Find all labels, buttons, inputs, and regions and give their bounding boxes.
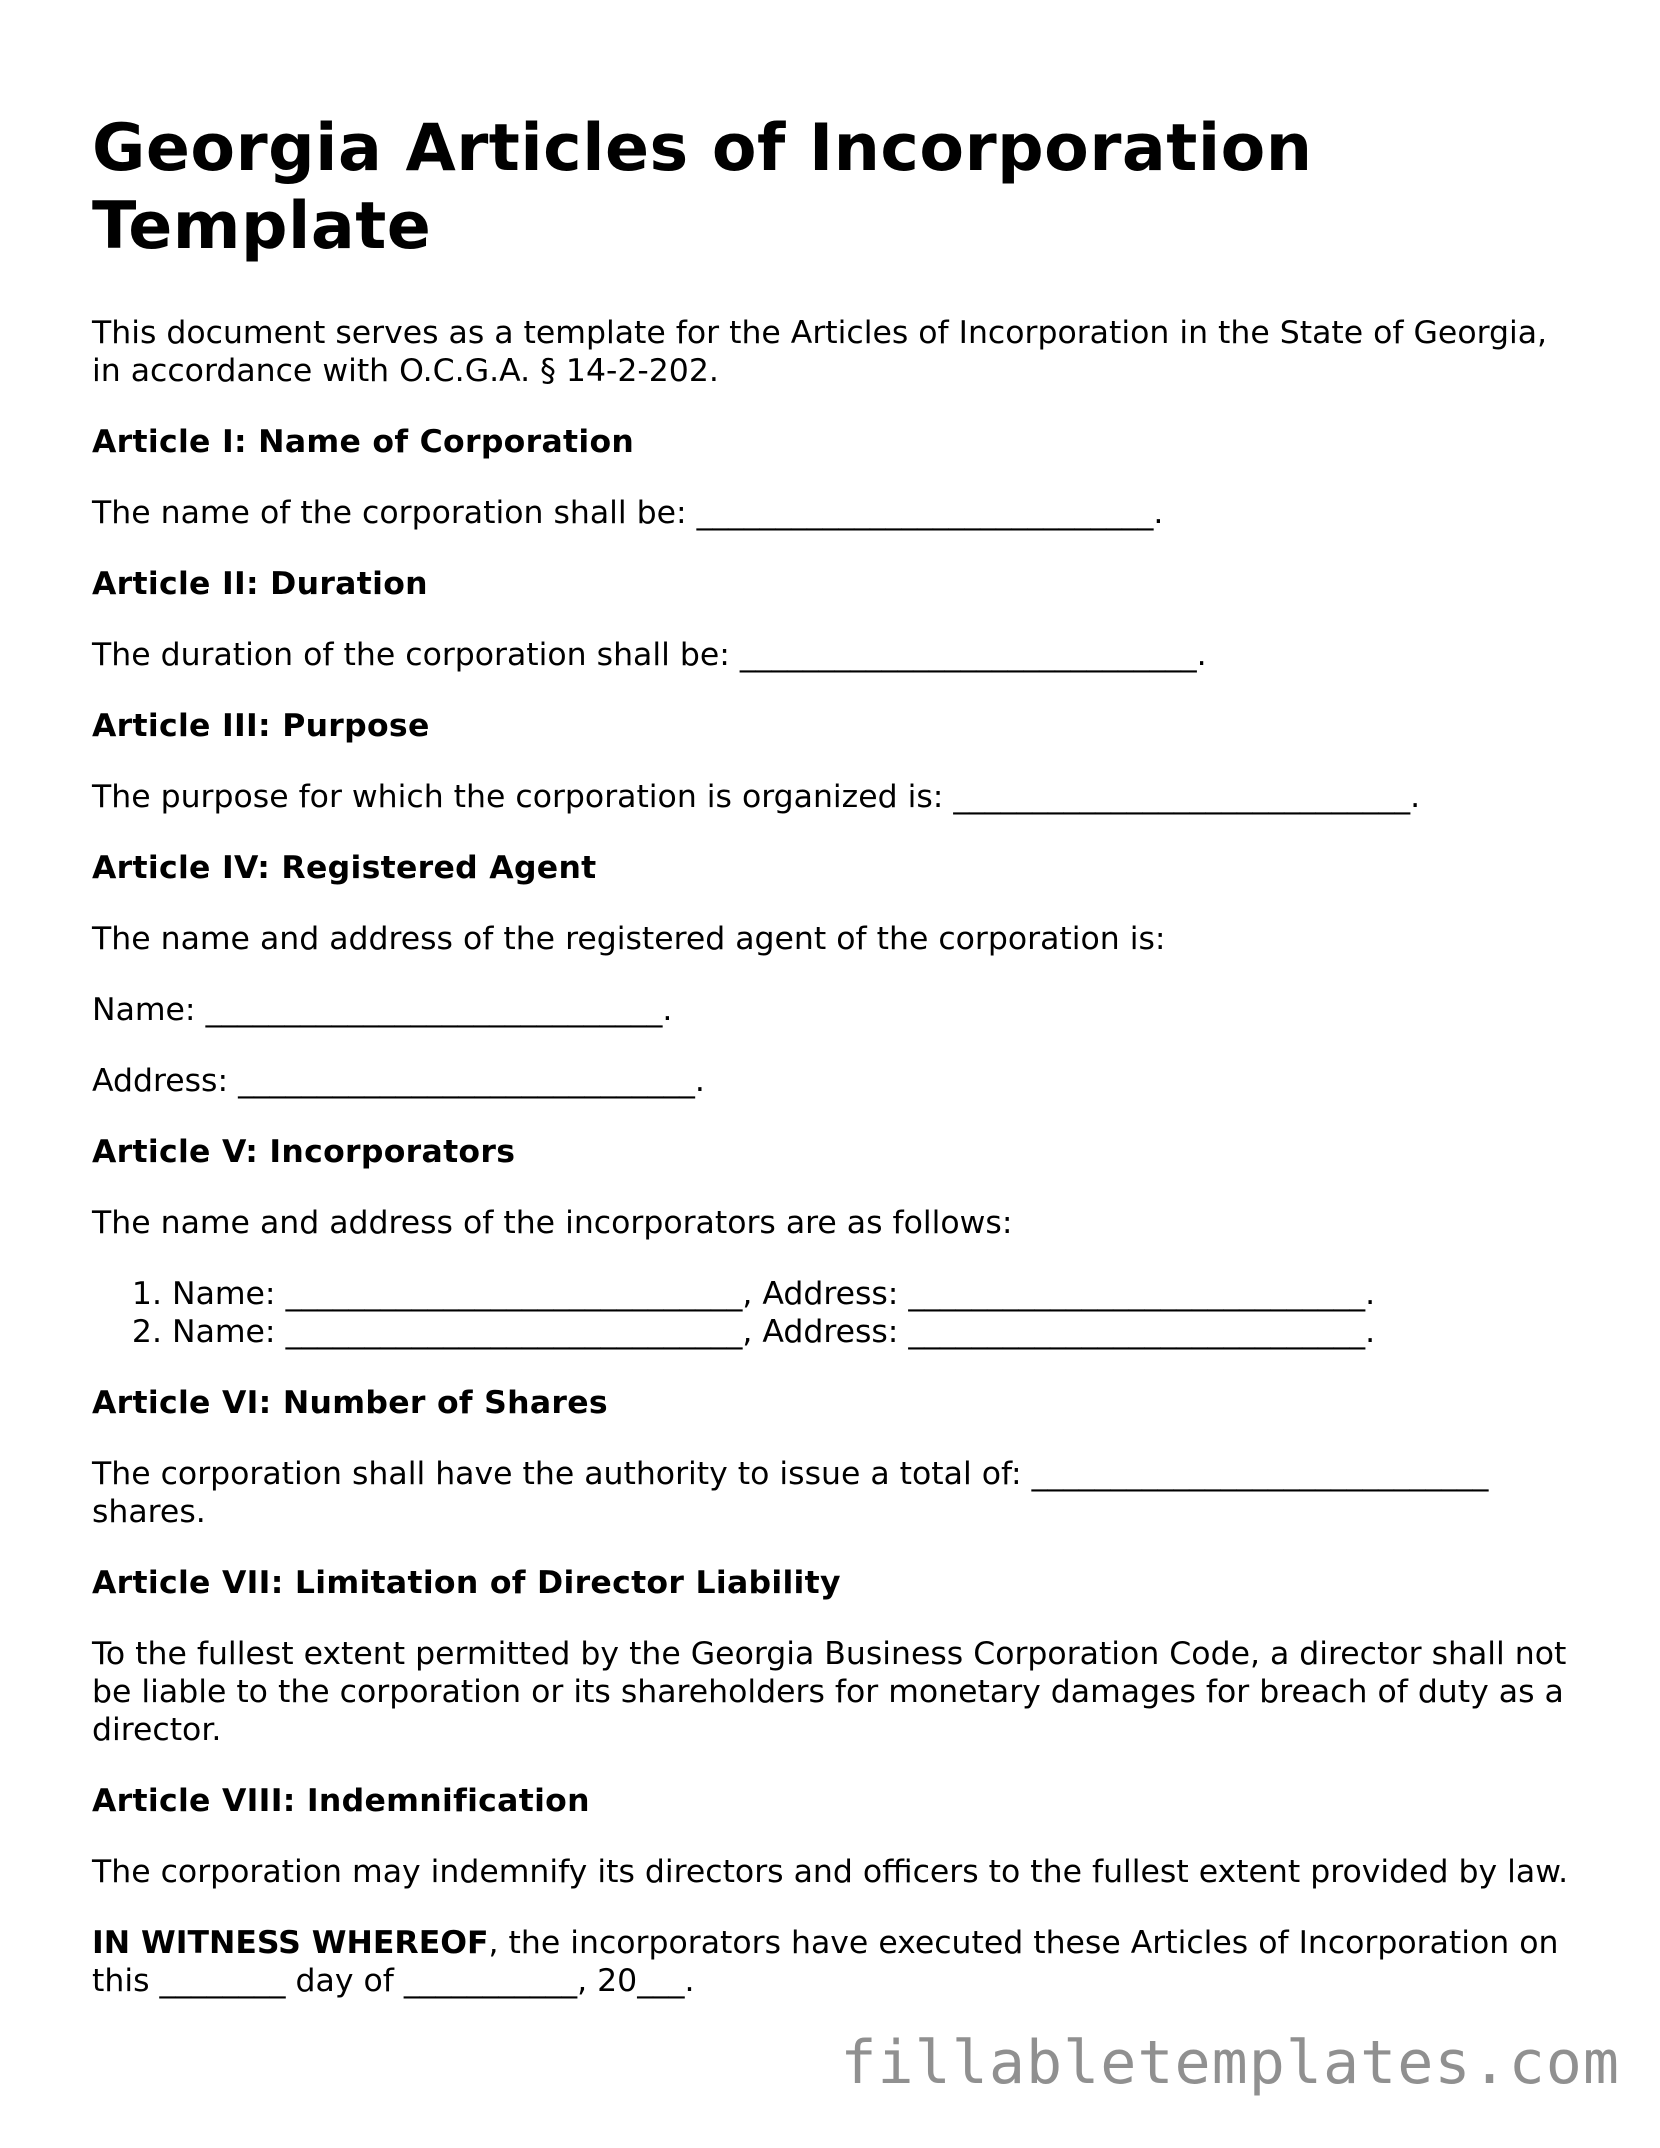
- agent-address-line: Address: _____________________________.: [92, 1063, 705, 1099]
- agent-name-line: Name: _____________________________.: [92, 992, 673, 1028]
- article-3-heading: Article III: Purpose: [92, 708, 430, 744]
- article-3-text: The purpose for which the corporation is organized is: _____________________________.: [92, 779, 1421, 815]
- document-page: [92, 110, 1572, 2033]
- incorporators-list: [92, 1275, 1572, 1351]
- duration-blank[interactable]: _____________________________: [739, 637, 1197, 673]
- article-4-heading: Article IV: Registered Agent: [92, 850, 597, 886]
- incorporator-2-name-blank[interactable]: _____________________________: [285, 1314, 743, 1350]
- agent-address-blank[interactable]: _____________________________: [238, 1063, 695, 1099]
- article-2-text: The duration of the corporation shall be: _____________________________.: [92, 637, 1207, 673]
- month-blank[interactable]: ___________: [403, 1963, 578, 1999]
- agent-name-blank[interactable]: _____________________________: [205, 992, 663, 1028]
- article-8-text: The corporation may indemnify its directors and officers to the fullest extent provided by law.: [92, 1854, 1569, 1890]
- article-1-text: The name of the corporation shall be: _____________________________.: [92, 495, 1164, 531]
- article-2-heading: Article II: Duration: [92, 566, 428, 602]
- article-1-heading: Article I: Name of Corporation: [92, 424, 635, 460]
- article-7-heading: Article VII: Limitation of Director Liability: [92, 1565, 841, 1601]
- incorporator-2-address-blank[interactable]: _____________________________: [908, 1314, 1366, 1350]
- article-8-heading: Article VIII: Indemnification: [92, 1783, 590, 1819]
- day-blank[interactable]: ________: [159, 1963, 286, 1999]
- intro-paragraph: This document serves as a template for the Articles of Incorporation in the State of Georgia, in accordance with O.C.G.A. § 14-2-202.: [92, 315, 1548, 389]
- article-4-text: The name and address of the registered agent of the corporation is:: [92, 921, 1166, 957]
- watermark-text: fillabletemplates.com: [840, 2028, 1620, 2098]
- witness-paragraph: IN WITNESS WHEREOF, the incorporators have executed these Articles of Incorporation on this ________ day of ___________, 20___.: [92, 1925, 1559, 1999]
- article-5-text: The name and address of the incorporators are as follows:: [92, 1205, 1013, 1241]
- document-title: Georgia Articles of Incorporation Template: [92, 111, 1313, 264]
- incorporator-1-name-blank[interactable]: _____________________________: [285, 1276, 743, 1312]
- list-item: 2. Name: _____________________________, Address: _____________________________.: [172, 1313, 1572, 1351]
- article-6-text: The corporation shall have the authority to issue a total of: _____________________________ shares.: [92, 1456, 1489, 1530]
- article-6-heading: Article VI: Number of Shares: [92, 1385, 608, 1421]
- article-5-heading: Article V: Incorporators: [92, 1134, 516, 1170]
- year-blank[interactable]: ___: [637, 1963, 685, 1999]
- corporation-name-blank[interactable]: _____________________________: [696, 495, 1154, 531]
- purpose-blank[interactable]: _____________________________: [953, 779, 1411, 815]
- list-item: 1. Name: _____________________________, Address: _____________________________.: [172, 1275, 1572, 1313]
- article-7-text: To the fullest extent permitted by the Georgia Business Corporation Code, a director shall not be liable to the corporation or its shareholders for monetary damages for breach of duty as a director.: [92, 1636, 1567, 1748]
- incorporator-1-address-blank[interactable]: _____________________________: [908, 1276, 1366, 1312]
- shares-blank[interactable]: _____________________________: [1031, 1456, 1489, 1492]
